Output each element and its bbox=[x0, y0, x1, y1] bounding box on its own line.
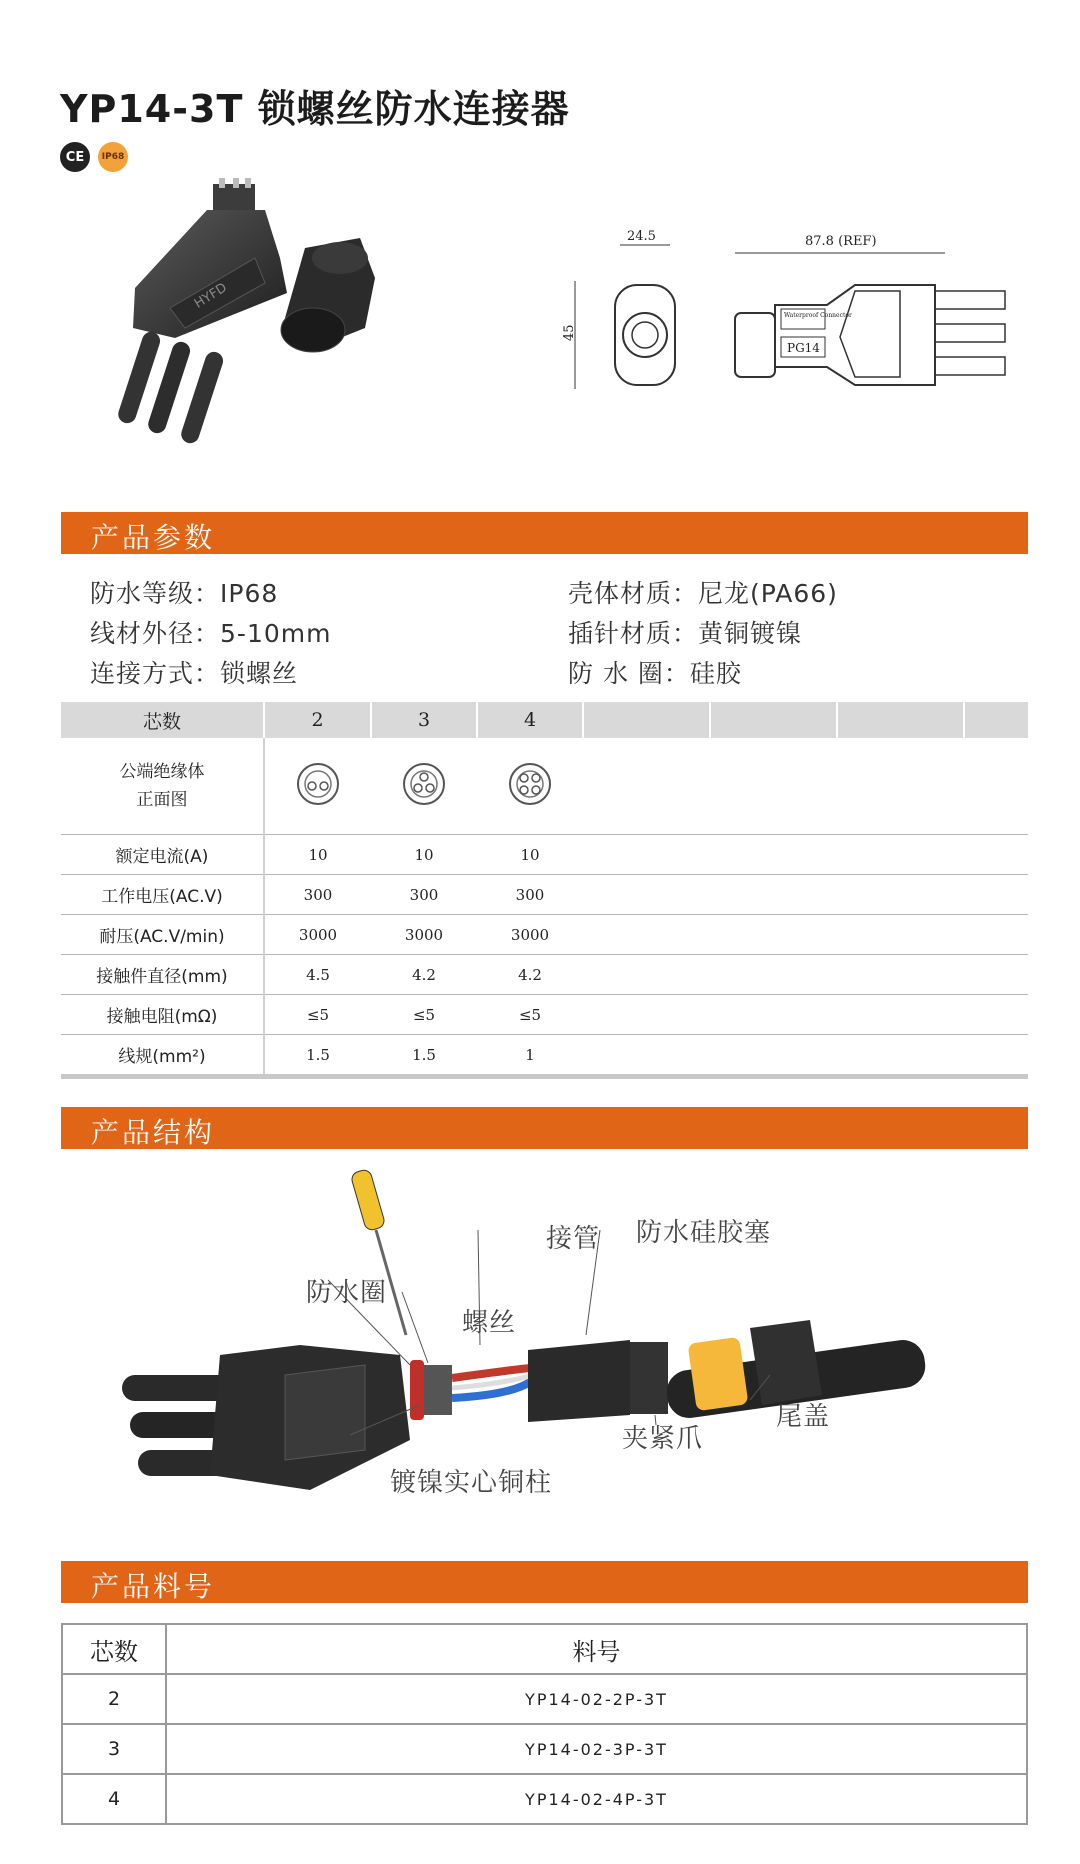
spec-row-label: 接触电阻(mΩ) bbox=[61, 995, 264, 1035]
spec-empty-cell bbox=[964, 915, 1028, 955]
spec-cell: 1.5 bbox=[371, 1035, 477, 1077]
label-pipe: 接管 bbox=[546, 1224, 601, 1254]
param-label: 防 水 圈 bbox=[568, 659, 664, 688]
spec-empty-cell bbox=[837, 995, 964, 1035]
spec-cell: 10 bbox=[264, 835, 371, 875]
spec-cell: 4.5 bbox=[264, 955, 371, 995]
spec-empty-cell bbox=[583, 875, 710, 915]
spec-row-voltage bbox=[61, 875, 1028, 915]
spec-row-label: 额定电流(A) bbox=[61, 835, 264, 875]
spec-empty-cell bbox=[837, 835, 964, 875]
spec-face-row bbox=[61, 738, 1028, 835]
parts-partno-cell: YP14-02-4P-3T bbox=[166, 1774, 1027, 1824]
spec-cell: 300 bbox=[477, 875, 583, 915]
page-title: YP14-3T 锁螺丝防水连接器 bbox=[60, 87, 570, 131]
spec-cell: ≤5 bbox=[264, 995, 371, 1035]
param-pin-material: 插针材质：黄铜镀镍 bbox=[568, 619, 803, 648]
param-cable-diameter: 线材外径：5-10mm bbox=[90, 619, 332, 648]
structure-section-header bbox=[61, 1107, 1028, 1149]
pg-label: PG14 bbox=[787, 341, 820, 355]
face-4pin-icon bbox=[507, 761, 553, 807]
parts-partno-cell: YP14-02-2P-3T bbox=[166, 1674, 1027, 1724]
parts-cores-cell: 3 bbox=[62, 1724, 166, 1774]
spec-header-label: 芯数 bbox=[61, 702, 264, 738]
spec-empty-cell bbox=[837, 955, 964, 995]
label-copper-post: 镀镍实心铜柱 bbox=[390, 1468, 553, 1498]
spec-row-current bbox=[61, 835, 1028, 875]
spec-empty-cell bbox=[710, 835, 837, 875]
spec-cell: 4.2 bbox=[371, 955, 477, 995]
parts-section-header bbox=[61, 1561, 1028, 1603]
parts-partno-cell: YP14-02-3P-3T bbox=[166, 1724, 1027, 1774]
face-label-line: 公端绝缘体 bbox=[119, 762, 205, 782]
spec-header-col bbox=[710, 702, 837, 738]
label-screw: 螺丝 bbox=[462, 1308, 517, 1338]
spec-empty-cell bbox=[837, 1035, 964, 1077]
spec-header-col: 2 bbox=[264, 702, 371, 738]
spec-cell: 4.2 bbox=[477, 955, 583, 995]
param-label: 壳体材质 bbox=[568, 579, 673, 608]
parts-header-row bbox=[62, 1624, 1027, 1674]
spec-header-col: 3 bbox=[371, 702, 477, 738]
spec-cell: 300 bbox=[264, 875, 371, 915]
spec-cell: 3000 bbox=[264, 915, 371, 955]
spec-table bbox=[61, 702, 1028, 1079]
spec-empty-cell bbox=[710, 875, 837, 915]
spec-empty-cell bbox=[583, 835, 710, 875]
dim-width-label: 24.5 bbox=[627, 229, 656, 244]
ce-mark-icon: CE bbox=[60, 142, 90, 172]
param-label: 连接方式 bbox=[90, 659, 195, 688]
parts-header-cores: 芯数 bbox=[62, 1624, 166, 1674]
spec-cell: ≤5 bbox=[477, 995, 583, 1035]
waterproof-text: Waterproof Connector bbox=[784, 312, 852, 319]
spec-header-col bbox=[964, 702, 1028, 738]
face-2pin-cell bbox=[264, 738, 371, 835]
spec-empty-cell bbox=[710, 738, 837, 835]
params-section-header bbox=[61, 512, 1028, 554]
label-clamp: 夹紧爪 bbox=[622, 1424, 704, 1454]
param-value: IP68 bbox=[220, 579, 279, 608]
label-tail-cap: 尾盖 bbox=[776, 1402, 831, 1432]
spec-empty-cell bbox=[710, 1035, 837, 1077]
spec-empty-cell bbox=[964, 835, 1028, 875]
spec-cell: 1 bbox=[477, 1035, 583, 1077]
spec-cell: 3000 bbox=[477, 915, 583, 955]
face-label-line: 正面图 bbox=[136, 790, 188, 810]
param-connection-method: 连接方式：锁螺丝 bbox=[90, 659, 299, 688]
spec-header-col: 4 bbox=[477, 702, 583, 738]
spec-empty-cell bbox=[583, 915, 710, 955]
dimension-drawing bbox=[555, 225, 1035, 405]
label-silicone-plug: 防水硅胶塞 bbox=[636, 1218, 772, 1248]
label-waterproof-ring: 防水圈 bbox=[306, 1278, 388, 1308]
spec-cell: ≤5 bbox=[371, 995, 477, 1035]
parts-row bbox=[62, 1674, 1027, 1724]
spec-empty-cell bbox=[583, 995, 710, 1035]
spec-empty-cell bbox=[837, 915, 964, 955]
spec-empty-cell bbox=[710, 955, 837, 995]
param-seal-ring: 防 水 圈：硅胶 bbox=[568, 659, 742, 688]
face-2pin-icon bbox=[295, 761, 341, 807]
spec-row-contact-diameter bbox=[61, 955, 1028, 995]
face-3pin-cell bbox=[371, 738, 477, 835]
spec-row-label: 线规(mm²) bbox=[61, 1035, 264, 1077]
spec-header-row bbox=[61, 702, 1028, 738]
param-label: 防水等级 bbox=[90, 579, 195, 608]
parts-cores-cell: 4 bbox=[62, 1774, 166, 1824]
spec-empty-cell bbox=[583, 1035, 710, 1077]
spec-cell: 10 bbox=[477, 835, 583, 875]
spec-cell: 3000 bbox=[371, 915, 477, 955]
spec-header-col bbox=[583, 702, 710, 738]
param-label: 线材外径 bbox=[90, 619, 195, 648]
spec-row-wire-gauge bbox=[61, 1035, 1028, 1077]
brand-text: HYFD bbox=[191, 280, 230, 312]
spec-empty-cell bbox=[583, 955, 710, 995]
parts-row bbox=[62, 1774, 1027, 1824]
param-value: 尼龙(PA66) bbox=[698, 579, 838, 608]
product-photo bbox=[115, 178, 455, 448]
spec-row-withstand bbox=[61, 915, 1028, 955]
param-value: 锁螺丝 bbox=[220, 659, 299, 688]
spec-empty-cell bbox=[964, 875, 1028, 915]
spec-cell: 300 bbox=[371, 875, 477, 915]
parts-section-title: 产品料号 bbox=[91, 1570, 216, 1603]
param-waterproof-grade: 防水等级：IP68 bbox=[90, 579, 279, 608]
dim-length-label: 87.8 (REF) bbox=[805, 234, 877, 249]
spec-empty-cell bbox=[964, 1035, 1028, 1077]
spec-row-label: 工作电压(AC.V) bbox=[61, 875, 264, 915]
param-value: 硅胶 bbox=[689, 659, 742, 688]
spec-empty-cell bbox=[583, 738, 710, 835]
ip68-badge-icon: IP68 bbox=[98, 142, 128, 172]
spec-row-label: 接触件直径(mm) bbox=[61, 955, 264, 995]
params-section-title: 产品参数 bbox=[91, 521, 216, 554]
dim-height-label: 45 bbox=[562, 324, 577, 341]
spec-header-col bbox=[837, 702, 964, 738]
spec-empty-cell bbox=[837, 738, 964, 835]
spec-empty-cell bbox=[710, 915, 837, 955]
param-value: 5-10mm bbox=[220, 619, 332, 648]
spec-empty-cell bbox=[964, 995, 1028, 1035]
param-housing-material: 壳体材质：尼龙(PA66) bbox=[568, 579, 838, 608]
face-4pin-cell bbox=[477, 738, 583, 835]
spec-empty-cell bbox=[710, 995, 837, 1035]
spec-row-label: 耐压(AC.V/min) bbox=[61, 915, 264, 955]
spec-empty-cell bbox=[837, 875, 964, 915]
parts-cores-cell: 2 bbox=[62, 1674, 166, 1724]
spec-cell: 10 bbox=[371, 835, 477, 875]
parts-header-partno: 料号 bbox=[166, 1624, 1027, 1674]
param-value: 黄铜镀镍 bbox=[698, 619, 803, 648]
spec-empty-cell bbox=[964, 955, 1028, 995]
face-3pin-icon bbox=[401, 761, 447, 807]
parts-table bbox=[61, 1623, 1028, 1825]
structure-section-title: 产品结构 bbox=[91, 1116, 216, 1149]
spec-face-label bbox=[61, 738, 264, 835]
spec-cell: 1.5 bbox=[264, 1035, 371, 1077]
parts-row bbox=[62, 1724, 1027, 1774]
spec-row-contact-resistance bbox=[61, 995, 1028, 1035]
param-label: 插针材质 bbox=[568, 619, 673, 648]
spec-empty-cell bbox=[964, 738, 1028, 835]
